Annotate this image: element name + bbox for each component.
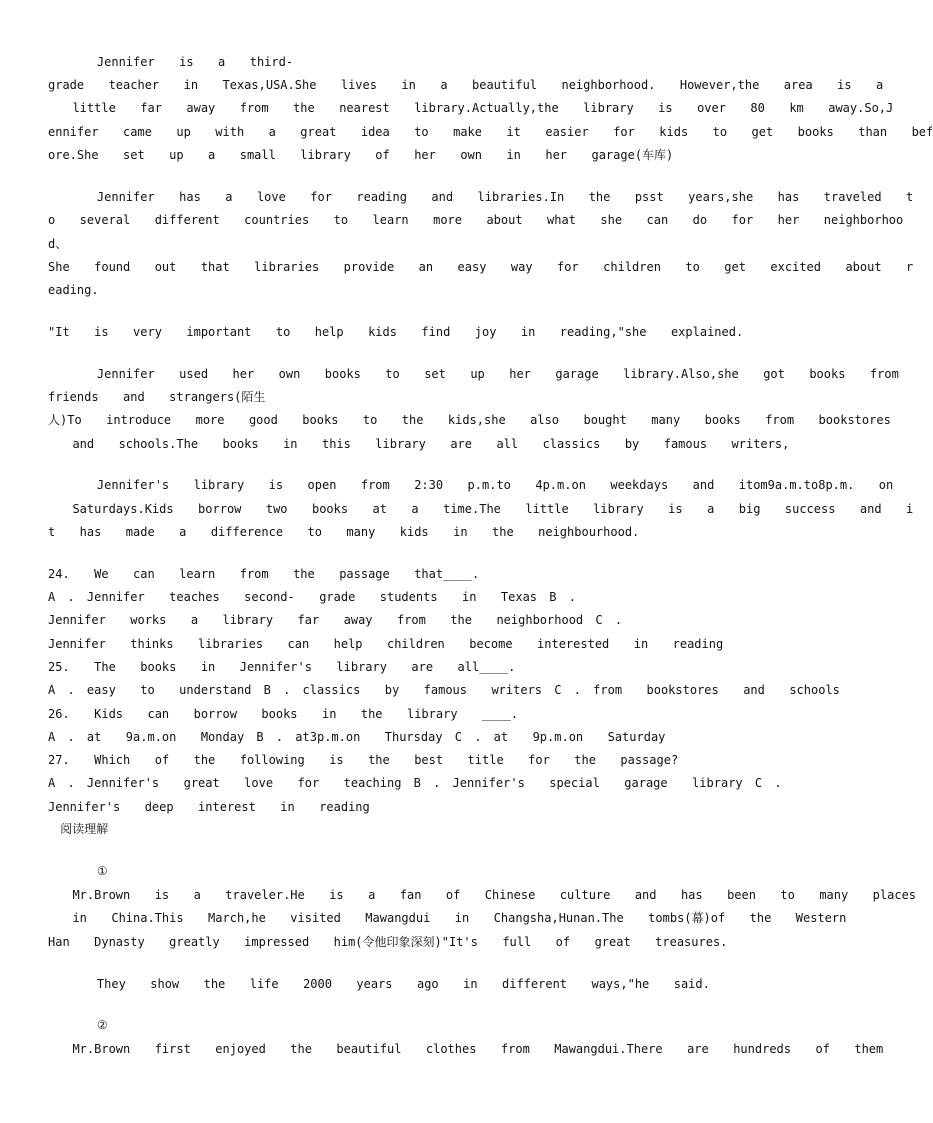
passage-line: t has made a difference to many kids in the neighbourhood. bbox=[48, 525, 640, 539]
passage-line: Mr.Brown first enjoyed the beautiful clothes from Mawangdui.There are hundreds of them bbox=[48, 1042, 884, 1056]
paragraph-marker: ② bbox=[48, 1018, 108, 1032]
passage-line: Mr.Brown is a traveler.He is a fan of Chinese culture and has been to many places bbox=[48, 888, 917, 902]
passage-line: She found out that libraries provide an easy way for children to get excited about r bbox=[48, 260, 914, 274]
question-stem: 27. Which of the following is the best title for the passage? bbox=[48, 753, 679, 767]
section-heading: 阅读理解 bbox=[48, 822, 109, 836]
answer-options: Jennifer works a library far away from the neighborhood C . bbox=[48, 613, 623, 627]
passage-line: Jennifer is a third- bbox=[48, 55, 294, 69]
passage-line: 人)To introduce more good books to the kids,she also bought many books from bookstores bbox=[48, 413, 891, 427]
passage-line: grade teacher in Texas,USA.She lives in a beautiful neighborhood. However,the area is a bbox=[48, 78, 884, 92]
passage-line: Han Dynasty greatly impressed him(令他印象深刻)"It's full of great treasures. bbox=[48, 935, 728, 949]
passage-line: ore.She set up a small library of her own in her garage(车库) bbox=[48, 148, 674, 162]
answer-options: Jennifer thinks libraries can help children become interested in reading bbox=[48, 637, 724, 651]
answer-options: A . Jennifer's great love for teaching B . Jennifer's special garage library C . bbox=[48, 776, 782, 790]
passage-line: Jennifer has a love for reading and libraries.In the psst years,she has traveled t bbox=[48, 190, 914, 204]
question-stem: 25. The books in Jennifer's library are all____. bbox=[48, 660, 516, 674]
passage-line: d、 bbox=[48, 237, 68, 251]
passage-line: in China.This March,he visited Mawangdui in Changsha,Hunan.The tombs(幕)of the Western bbox=[48, 911, 847, 925]
passage-line: ennifer came up with a great idea to make it easier for kids to get books than bef bbox=[48, 125, 933, 139]
passage-line: Saturdays.Kids borrow two books at a time.The little library is a big success and i bbox=[48, 502, 914, 516]
passage-line: Jennifer's library is open from 2:30 p.m.to 4p.m.on weekdays and itom9a.m.to8p.m. on bbox=[48, 478, 894, 492]
passage-line: and schools.The books in this library are all classics by famous writers, bbox=[48, 437, 790, 451]
passage-line: little far away from the nearest library.Actually,the library is over 80 km away.So,J bbox=[48, 101, 894, 115]
passage-line: o several different countries to learn more about what she can do for her neighborhoo bbox=[48, 213, 904, 227]
passage-line: Jennifer used her own books to set up her garage library.Also,she got books from bbox=[48, 367, 899, 381]
answer-options: A . Jennifer teaches second- grade students in Texas B . bbox=[48, 590, 576, 604]
passage-line: friends and strangers(陌生 bbox=[48, 390, 266, 404]
answer-options: A . at 9a.m.on Monday B . at3p.m.on Thursday C . at 9p.m.on Saturday bbox=[48, 730, 666, 744]
question-stem: 26. Kids can borrow books in the library ____. bbox=[48, 707, 519, 721]
answer-options: Jennifer's deep interest in reading bbox=[48, 800, 370, 814]
passage-line: They show the life 2000 years ago in different ways,"he said. bbox=[48, 977, 710, 991]
paragraph-marker: ① bbox=[48, 864, 108, 878]
passage-line: "It is very important to help kids find joy in reading,"she explained. bbox=[48, 325, 744, 339]
passage-line: eading. bbox=[48, 283, 99, 297]
answer-options: A . easy to understand B . classics by famous writers C . from bookstores and schools bbox=[48, 683, 840, 697]
question-stem: 24. We can learn from the passage that____. bbox=[48, 567, 480, 581]
